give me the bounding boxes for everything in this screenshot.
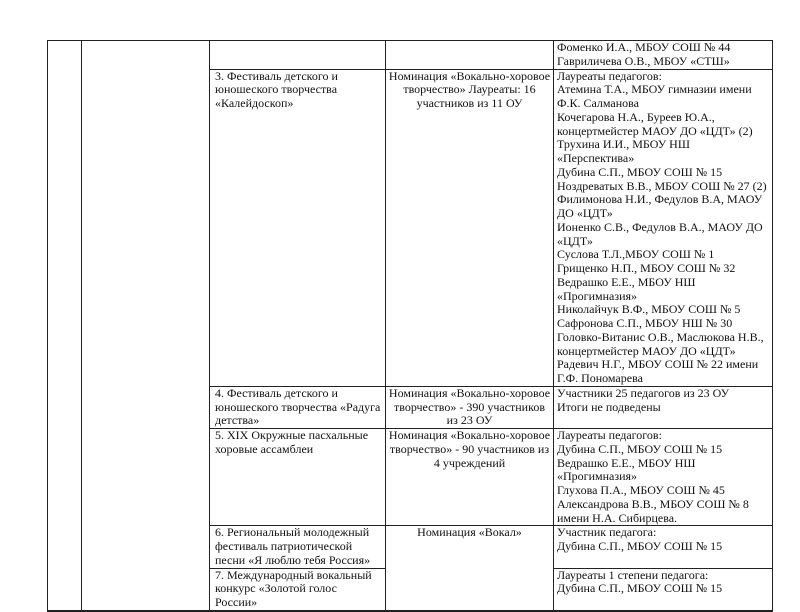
result-line: Ноздреватых В.В., МБОУ СОШ № 27 (2) xyxy=(557,178,767,193)
result-line: Трухина И.И., МБОУ НШ «Перспектива» xyxy=(557,137,690,165)
number-column-cell xyxy=(48,41,82,611)
table-row xyxy=(48,41,773,70)
nomination-cell xyxy=(386,41,554,70)
event-cell xyxy=(210,41,386,70)
result-line: Участники 25 педагогов из 23 ОУ xyxy=(557,386,730,400)
results-cell xyxy=(554,69,773,386)
nomination-cell: Номинация «Вокально-хоровое творчество» Лауреаты: 16 участников из 11 ОУ xyxy=(386,69,554,386)
result-line: Николайчук В.Ф., МБОУ СОШ № 5 xyxy=(557,302,741,317)
result-line: Участник педагога: xyxy=(557,525,657,540)
event-cell: 7. Международный вокальный конкурс «Золотой голос России» xyxy=(210,568,386,611)
results-cell xyxy=(554,41,773,70)
result-line: Грищенко Н.П., МБОУ СОШ № 32 xyxy=(557,261,736,275)
event-cell: 3. Фестиваль детского и юношеского творчества «Калейдоскоп» xyxy=(210,69,386,386)
result-line: Гавриличева О.В., МБОУ «СТШ» xyxy=(557,53,730,68)
result-line: Дубина С.П., МБОУ СОШ № 15 xyxy=(557,441,723,456)
result-line: Ведрашко Е.Е., МБОУ НШ «Прогимназия» xyxy=(557,274,696,303)
results-cell xyxy=(554,386,773,428)
result-line: Филимонова Н.И., Федулов В.А, МАОУ ДО «ЦДТ» xyxy=(557,192,763,220)
result-line: Дубина С.П., МБОУ СОШ № 15 xyxy=(557,539,723,553)
result-line: Ведрашко Е.Е., МБОУ НШ «Прогимназия» xyxy=(557,455,696,484)
results-cell xyxy=(554,429,773,526)
result-line: Фоменко И.А., МБОУ СОШ № 44 xyxy=(557,40,731,54)
result-line: Кочегарова Н.А., Буреев Ю.А., концертмейстер МАОУ ДО «ЦДТ» (2) xyxy=(557,109,753,138)
result-line: Суслова Т.Л.,МБОУ СОШ № 1 xyxy=(557,247,715,262)
result-line: Лауреаты педагогов: xyxy=(557,428,662,442)
results-cell xyxy=(554,526,773,568)
result-line: Дубина С.П., МБОУ СОШ № 15 xyxy=(557,581,723,596)
results-cell xyxy=(554,568,773,611)
result-line: Радевич Н.Г., МБОУ СОШ № 22 имени Г.Ф. Пономарева xyxy=(557,357,759,385)
event-cell: 5. XIX Окружные пасхальные хоровые ассамблеи xyxy=(210,429,386,526)
result-line: Лауреаты педагогов: xyxy=(557,69,662,83)
result-line: Дубина С.П., МБОУ СОШ № 15 xyxy=(557,164,723,179)
event-cell: 6. Региональный молодежный фестиваль патриотической песни «Я люблю тебя Россия» xyxy=(210,526,386,568)
results-table xyxy=(47,40,773,612)
result-line: Сафронова С.П., МБОУ НШ № 30 xyxy=(557,316,733,330)
result-line: Ионенко С.В., Федулов В.А., МАОУ ДО «ЦДТ» xyxy=(557,219,763,248)
result-line: Головко-Витанис О.В., Маслюкова Н.В., концертмейстер МАОУ ДО «ЦДТ» xyxy=(557,329,764,358)
result-line: Александрова В.В., МБОУ СОШ № 8 имени Н.А. Сибирцева. xyxy=(557,496,749,525)
result-line: Итоги не подведены xyxy=(557,399,661,414)
result-line: Глухова П.А., МБОУ СОШ № 45 xyxy=(557,483,725,497)
nomination-cell: Номинация «Вокально-хоровое творчество» - 90 участников из 4 учреждений xyxy=(386,429,554,526)
result-line: Атемина Т.А., МБОУ гимназии имени Ф.К. Салманова xyxy=(557,82,752,110)
nomination-cell: Номинация «Вокально-хоровое творчество» - 390 участников из 23 ОУ xyxy=(386,386,554,428)
event-cell: 4. Фестиваль детского и юношеского творчества «Радуга детства» xyxy=(210,386,386,428)
direction-column-cell xyxy=(82,41,210,611)
nomination-cell: Номинация «Вокал» xyxy=(386,526,554,611)
result-line: Лауреаты 1 степени педагога: xyxy=(557,568,709,582)
